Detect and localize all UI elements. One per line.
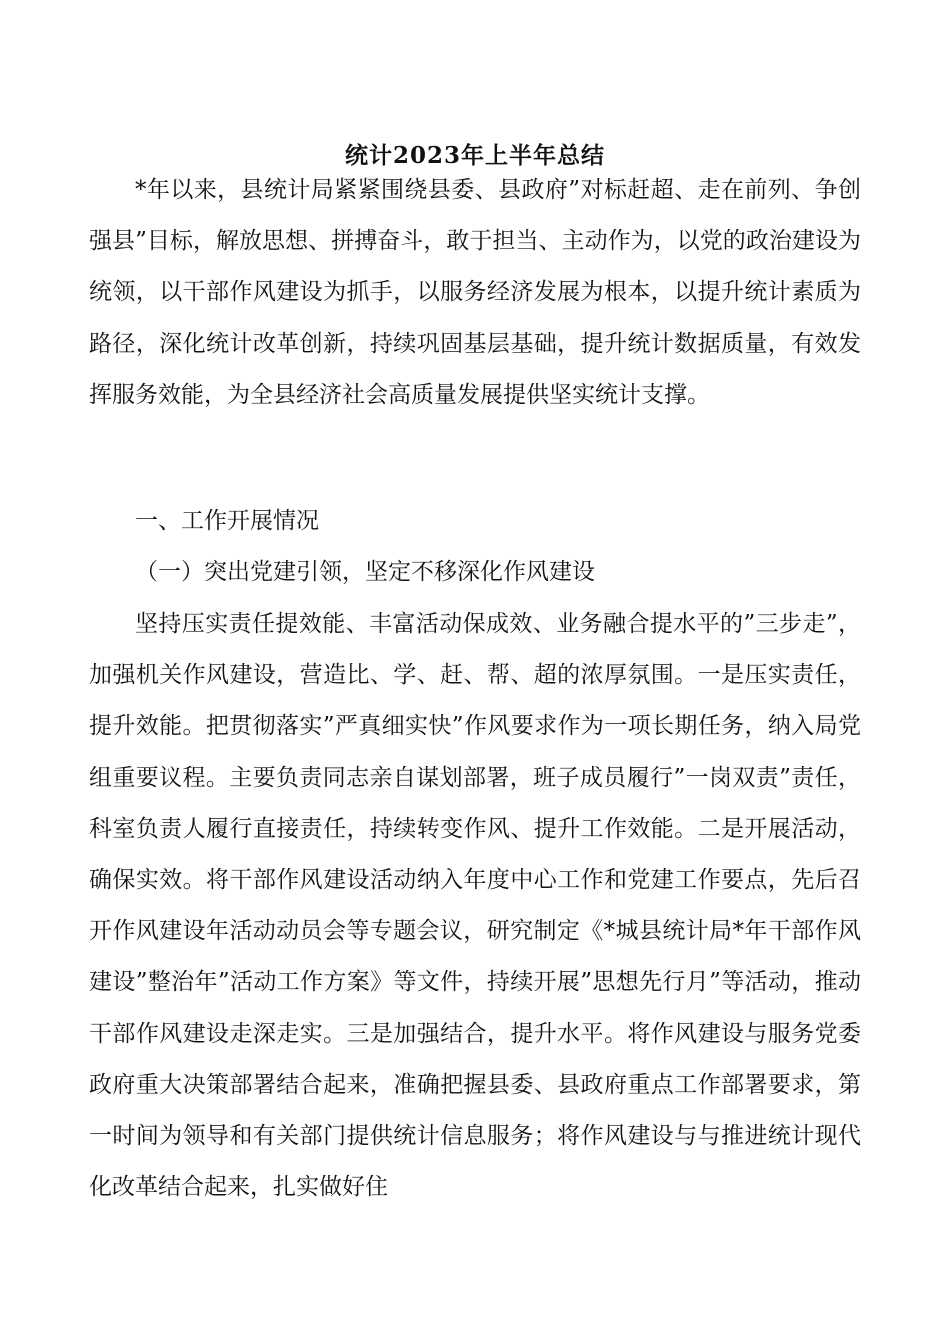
document-title: 统计2023年上半年总结 (344, 142, 605, 169)
body-paragraph: 坚持压实责任提效能、丰富活动保成效、业务融合提水平的”三步走”，加强机关作风建设，营造比、学、赶、帮、超的浓厚氛围。一是压实责任，提升效能。把贯彻落实”严真细实快”作风要求作为一项长期任务，纳入局党组重要议程。主要负责同志亲自谋划部署，班子成员履行”一岗双责”责任，科室负责人履行直接责任，持续转变作风、提升工作效能。二是开展活动，确保实效。将干部作风建设活动纳入年度中心工作和党建工作要点，先后召开作风建设年活动动员会等专题会议，研究制定《*城县统计局*年干部作风建设”整治年”活动工作方案》等文件，持续开展”思想先行月”等活动，推动干部作风建设走深走实。三是加强结合，提升水平。将作风建设与服务党委政府重大决策部署结合起来，准确把握县委、县政府重点工作部署要求，第一时间为领导和有关部门提供统计信息服务；将作风建设与与推进统计现代化改革结合起来，扎实做好住 (89, 611, 862, 1201)
subsection-heading: （一）突出党建引领，坚定不移深化作风建设 (135, 559, 595, 585)
section-heading: 一、工作开展情况 (135, 508, 319, 534)
intro-paragraph: *年以来，县统计局紧紧围绕县委、县政府”对标赶超、走在前列、争创强县”目标，解放思想、拼搏奋斗，敢于担当、主动作为，以党的政治建设为统领，以干部作风建设为抓手，以服务经济发展为根本，以提升统计素质为路径，深化统计改革创新，持续巩固基层基础，提升统计数据质量，有效发挥服务效能，为全县经济社会高质量发展提供坚实统计支撑。 (89, 177, 861, 408)
